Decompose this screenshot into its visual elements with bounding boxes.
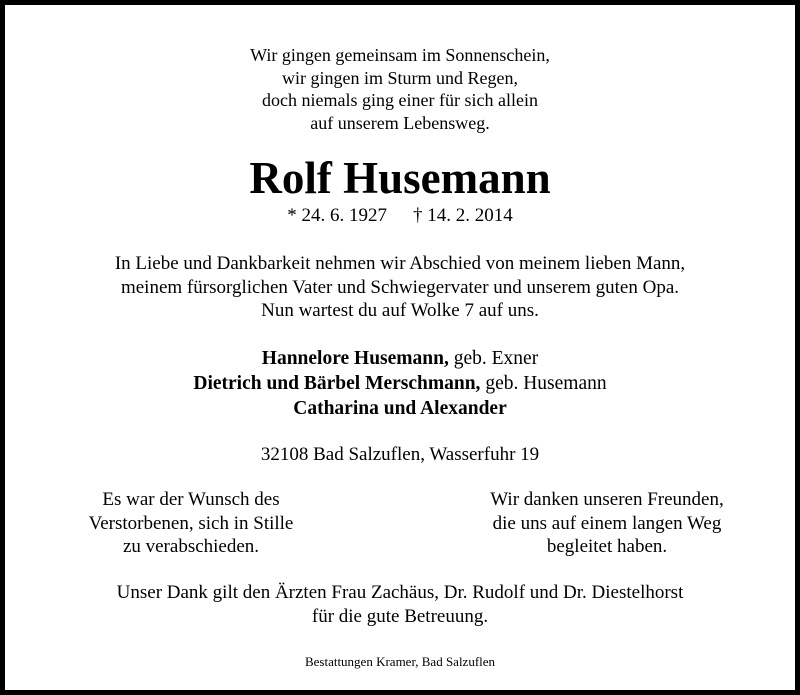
thanks-line: für die gute Betreuung. [311,605,489,627]
mourner-line [5,396,795,421]
note-line: die uns auf einem langen Weg [492,512,722,534]
poem-line: doch niemals ging einer für sich allein [262,90,538,111]
note-line: Wir danken unseren Freunden, [490,489,724,510]
farewell-line: meinem fürsorglichen Vater und Schwiegervater und unserem guten Opa. [120,276,680,298]
maiden-name: geb. Husemann [480,373,607,394]
note-line: begleitet haben. [546,536,668,557]
farewell-line: In Liebe und Dankbarkeit nehmen wir Abschied von meinem lieben Mann, [114,253,686,274]
doctors-thanks [5,581,795,628]
death-date: † 14. 2. 2014 [413,205,513,226]
note-line: Es war der Wunsch des [102,489,280,510]
mourner-line [5,371,795,396]
undertaker-credit: Bestattungen Kramer, Bad Salzuflen [304,654,496,669]
deceased-name: Rolf Husemann [249,153,551,203]
mourner-line [5,346,795,371]
farewell-text [5,252,795,323]
poem-line: auf unserem Lebensweg. [310,113,490,134]
mourners-list [5,346,795,421]
friends-thanks-note [449,488,765,559]
mourner-name: Catharina und Alexander [293,398,507,419]
birth-date: * 24. 6. 1927 [287,205,387,226]
farewell-line: Nun wartest du auf Wolke 7 auf uns. [261,300,539,321]
private-funeral-note [45,488,337,559]
maiden-name: geb. Exner [448,348,539,369]
mourner-name: Hannelore Husemann, [261,348,449,369]
note-line: Verstorbenen, sich in Stille [88,512,294,534]
life-dates [5,203,795,229]
thanks-line: Unser Dank gilt den Ärzten Frau Zachäus, Dr. Rudolf und Dr. Diestelhorst [116,582,684,603]
note-line: zu verabschieden. [122,536,260,557]
poem-line: wir gingen im Sturm und Regen, [282,67,518,88]
poem-line: Wir gingen gemeinsam im Sonnenschein, [250,45,550,65]
family-address: 32108 Bad Salzuflen, Wasserfuhr 19 [260,444,540,465]
poem [5,44,795,135]
mourner-name: Dietrich und Bärbel Merschmann, [193,373,481,394]
